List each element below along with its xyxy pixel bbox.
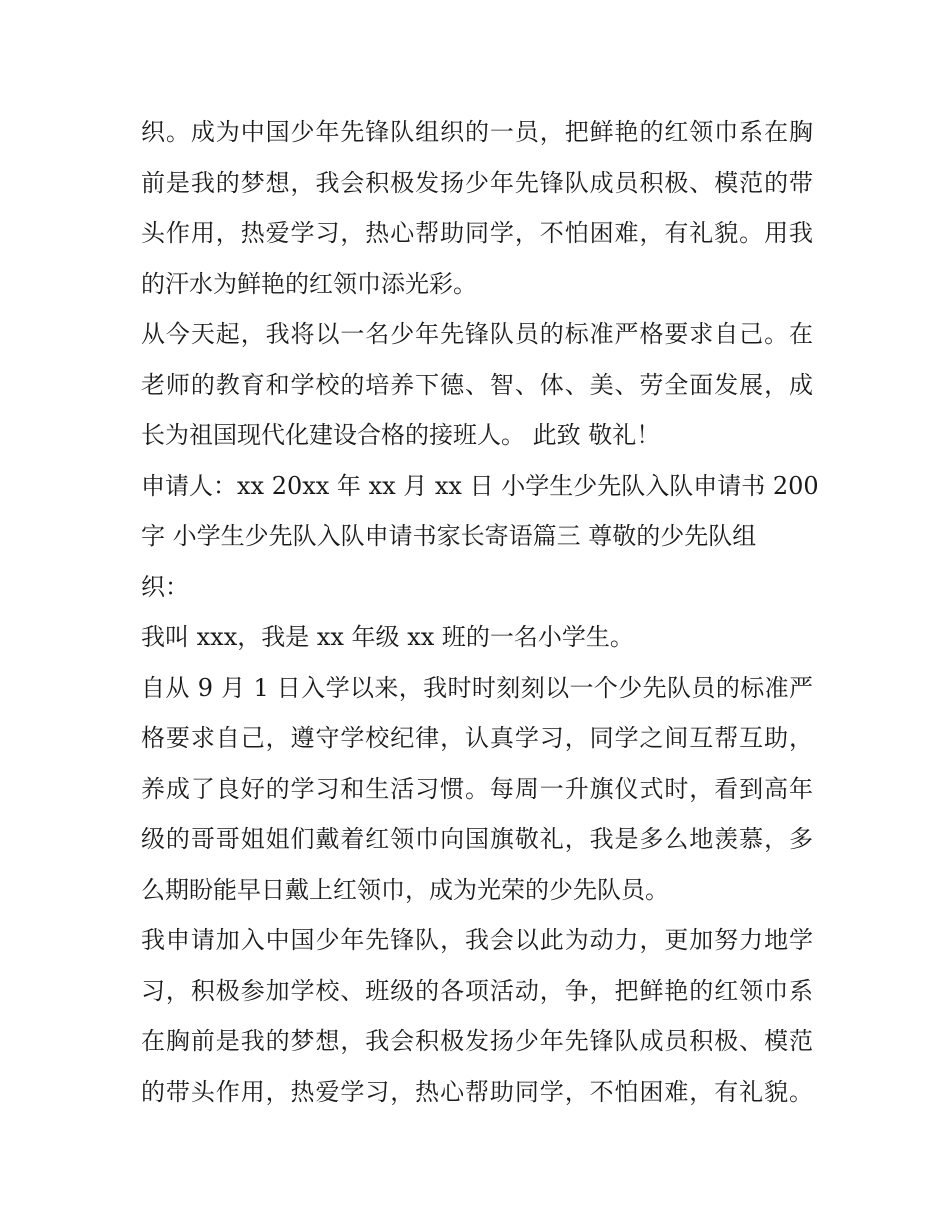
text-line: 织： xyxy=(141,572,189,601)
text-line: 我申请加入中国少年先锋队，我会以此为动力，更加努力地学 xyxy=(141,926,813,954)
text-line: 老师的教育和学校的培养下德、智、体、美、劳全面发展，成 xyxy=(141,370,813,399)
text-line: 习，积极参加学校、班级的各项活动，争，把鲜艳的红领巾系 xyxy=(141,976,813,1005)
text-line: 养成了良好的学习和生活习惯。每周一升旗仪式时，看到高年 xyxy=(141,774,813,803)
text-line: 的汗水为鲜艳的红领巾添光彩。 xyxy=(141,269,477,298)
text-line: 前是我的梦想，我会积极发扬少年先锋队成员积极、模范的带 xyxy=(141,168,813,197)
text-line: 从今天起，我将以一名少年先锋队员的标准严格要求自己。在 xyxy=(141,320,813,348)
text-line: 的带头作用，热爱学习，热心帮助同学，不怕困难，有礼貌。 xyxy=(141,1077,813,1106)
text-line: 头作用，热爱学习，热心帮助同学，不怕困难，有礼貌。用我 xyxy=(141,219,813,247)
text-line: 长为祖国现代化建设合格的接班人。 此致 敬礼！ xyxy=(141,421,661,449)
text-line: 级的哥哥姐姐们戴着红领巾向国旗敬礼，我是多么地羡慕，多 xyxy=(141,825,813,853)
text-line: 在胸前是我的梦想，我会积极发扬少年先锋队成员积极、模范 xyxy=(141,1027,813,1055)
text-line: 申请人：xx 20xx 年 xx 月 xx 日 小学生少先队入队申请书 200 xyxy=(141,471,819,500)
document-body xyxy=(141,107,819,1117)
text-line: 织。成为中国少年先锋队组织的一员，把鲜艳的红领巾系在胸 xyxy=(141,118,813,146)
text-line: 格要求自己，遵守学校纪律，认真学习，同学之间互帮互助， xyxy=(141,724,813,752)
text-line: 字 小学生少先队入队申请书家长寄语篇三 尊敬的少先队组 xyxy=(141,522,757,550)
text-line: 么期盼能早日戴上红领巾，成为光荣的少先队员。 xyxy=(141,875,669,904)
text-line: 我叫 xxx，我是 xx 年级 xx 班的一名小学生。 xyxy=(141,623,634,651)
text-line: 自从 9 月 1 日入学以来，我时时刻刻以一个少先队员的标准严 xyxy=(141,673,813,702)
